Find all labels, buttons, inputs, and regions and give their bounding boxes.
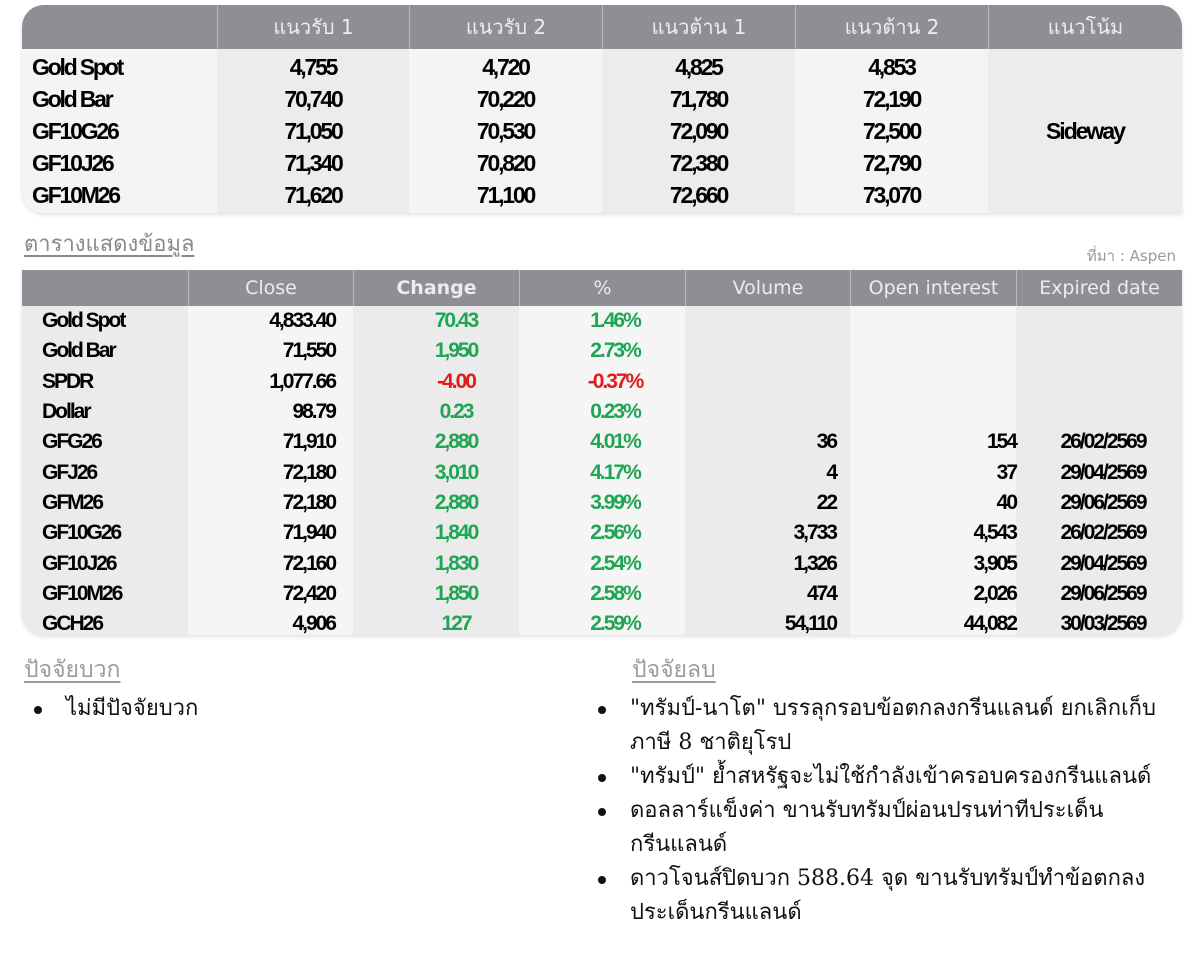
- table-row: [22, 579, 1182, 609]
- resistance-1-value: 71,780: [669, 86, 728, 112]
- resistance-2-value: 72,500: [862, 118, 921, 144]
- header-percent: %: [519, 270, 685, 306]
- negative-factors-title: ปัจจัยลบ: [632, 657, 716, 683]
- change-value: 0.23: [439, 400, 473, 424]
- negative-factor-item: "ทรัมป์" ย้ำสหรัฐจะไม่ใช้กำลังเข้าครอบครองกรีนแลนด์: [590, 760, 1165, 794]
- table-row: [22, 488, 1182, 518]
- support-2-value: 4,720: [482, 54, 529, 80]
- instrument-name: Gold Spot: [42, 309, 125, 333]
- header-blank: [22, 5, 217, 49]
- resistance-1-column: [602, 49, 795, 213]
- support-1-column: [217, 49, 409, 213]
- table-row: [22, 397, 1182, 427]
- expired-date-value: 29/06/2569: [1060, 490, 1146, 514]
- percent-value: 0.23%: [590, 400, 640, 424]
- resistance-2-column: [795, 49, 988, 213]
- open-interest-value: 154: [986, 430, 1016, 454]
- expired-date-value: 29/04/2569: [1060, 551, 1146, 575]
- instrument-name: GFG26: [42, 430, 101, 454]
- change-value: 1,840: [434, 521, 478, 545]
- close-value: 1,077.66: [269, 369, 335, 393]
- header-support-2: แนวรับ 2: [409, 5, 602, 49]
- negative-factor-item: ดาวโจนส์ปิดบวก 588.64 จุด ขานรับทรัมป์ทำข้อตกลงประเด็นกรีนแลนด์: [590, 862, 1165, 930]
- expired-date-value: 26/02/2569: [1060, 521, 1146, 545]
- support-1-value: 70,740: [284, 86, 342, 112]
- support-2-value: 70,530: [476, 118, 535, 144]
- instrument-name: GF10G26: [42, 521, 121, 545]
- header-expired-date: Expired date: [1016, 270, 1182, 306]
- percent-value: 4.17%: [590, 460, 640, 484]
- instrument-name: GF10G26: [32, 118, 118, 144]
- instrument-name: Gold Bar: [32, 86, 112, 112]
- support-1-value: 71,340: [284, 150, 342, 176]
- close-value: 4,906: [292, 612, 335, 635]
- header-close: Close: [188, 270, 353, 306]
- open-interest-value: 37: [996, 460, 1016, 484]
- instrument-name: SPDR: [42, 369, 93, 393]
- percent-value: 3.99%: [590, 490, 640, 514]
- positive-factor-item: ไม่มีปัจจัยบวก: [26, 692, 566, 726]
- resistance-2-value: 72,190: [862, 86, 921, 112]
- change-value: 2,880: [434, 490, 478, 514]
- change-value: -4.00: [437, 369, 475, 393]
- resistance-2-value: 4,853: [868, 54, 915, 80]
- positive-factors-list: [26, 692, 566, 726]
- open-interest-value: 3,905: [973, 551, 1016, 575]
- volume-value: 474: [806, 581, 836, 605]
- support-resistance-header: [22, 5, 1182, 49]
- change-value: 1,950: [434, 339, 478, 363]
- resistance-2-value: 72,790: [862, 150, 921, 176]
- percent-value: 2.59%: [590, 612, 640, 635]
- negative-factors-list: [590, 692, 1165, 930]
- table-row: [22, 336, 1182, 366]
- expired-date-value: 30/03/2569: [1060, 612, 1146, 635]
- volume-value: 4: [826, 460, 836, 484]
- support-2-value: 71,100: [476, 182, 535, 208]
- header-trend: แนวโน้ม: [988, 5, 1182, 49]
- instrument-name: Gold Bar: [42, 339, 115, 363]
- percent-value: -0.37%: [587, 369, 643, 393]
- table-row: [22, 609, 1182, 635]
- percent-value: 4.01%: [590, 430, 640, 454]
- negative-factor-item: "ทรัมป์-นาโต" บรรลุกรอบข้อตกลงกรีนแลนด์ ยกเลิกเก็บภาษี 8 ชาติยุโรป: [590, 692, 1165, 760]
- instrument-name: GFM26: [42, 490, 103, 514]
- table-row: [22, 548, 1182, 578]
- percent-value: 2.54%: [590, 551, 640, 575]
- expired-date-value: 29/04/2569: [1060, 460, 1146, 484]
- trend-cell: [988, 49, 1182, 213]
- expired-date-value: 26/02/2569: [1060, 430, 1146, 454]
- support-resistance-table: [22, 5, 1182, 213]
- percent-value: 1.46%: [590, 309, 640, 333]
- resistance-1-value: 72,660: [669, 182, 728, 208]
- support-1-value: 71,620: [284, 182, 342, 208]
- trend-value: Sideway: [1045, 117, 1125, 144]
- close-value: 72,180: [282, 460, 335, 484]
- resistance-1-value: 4,825: [675, 54, 722, 80]
- market-data-table: [22, 270, 1182, 635]
- table-row: [22, 518, 1182, 548]
- instrument-name: GFJ26: [42, 460, 97, 484]
- instrument-name: GF10M26: [42, 581, 122, 605]
- market-data-header: [22, 270, 1182, 306]
- support-1-value: 71,050: [284, 118, 342, 144]
- negative-factor-item: ดอลลาร์แข็งค่า ขานรับทรัมป์ผ่อนปรนท่าทีประเด็นกรีนแลนด์: [590, 794, 1165, 862]
- change-value: 70.43: [434, 309, 478, 333]
- close-value: 71,910: [282, 430, 335, 454]
- instrument-name: Dollar: [42, 400, 90, 424]
- resistance-1-value: 72,380: [669, 150, 728, 176]
- support-2-value: 70,220: [476, 86, 535, 112]
- volume-value: 3,733: [793, 521, 836, 545]
- change-value: 1,850: [434, 581, 478, 605]
- change-value: 3,010: [434, 460, 478, 484]
- table-row: [22, 457, 1182, 487]
- header-resistance-2: แนวต้าน 2: [795, 5, 988, 49]
- header-support-1: แนวรับ 1: [217, 5, 409, 49]
- percent-value: 2.73%: [590, 339, 640, 363]
- resistance-2-value: 73,070: [862, 182, 921, 208]
- header-change: Change: [353, 270, 519, 306]
- close-value: 72,180: [282, 490, 335, 514]
- close-value: 98.79: [292, 400, 335, 424]
- percent-value: 2.58%: [590, 581, 640, 605]
- section-title: ตารางแสดงข้อมูล: [24, 232, 195, 257]
- close-value: 72,420: [282, 581, 335, 605]
- header-blank: [22, 270, 188, 306]
- open-interest-value: 2,026: [973, 581, 1016, 605]
- close-value: 71,940: [282, 521, 335, 545]
- instrument-name: GF10M26: [32, 182, 119, 208]
- support-2-column: [409, 49, 602, 213]
- change-value: 2,880: [434, 430, 478, 454]
- close-value: 72,160: [282, 551, 335, 575]
- header-resistance-1: แนวต้าน 1: [602, 5, 795, 49]
- header-volume: Volume: [685, 270, 850, 306]
- instrument-name: GF10J26: [32, 150, 113, 176]
- support-1-value: 4,755: [289, 54, 337, 80]
- instrument-name: GCH26: [42, 612, 103, 635]
- instrument-name: Gold Spot: [32, 54, 123, 80]
- resistance-1-value: 72,090: [669, 118, 728, 144]
- change-value: 127: [441, 612, 471, 635]
- header-open-interest: Open interest: [850, 270, 1016, 306]
- volume-value: 1,326: [793, 551, 836, 575]
- market-data-rows: [22, 306, 1182, 635]
- instrument-name: GF10J26: [42, 551, 116, 575]
- open-interest-value: 40: [996, 490, 1016, 514]
- expired-date-value: 29/06/2569: [1060, 581, 1146, 605]
- positive-factors-title: ปัจจัยบวก: [24, 657, 121, 683]
- data-source: ที่มา : Aspen: [1086, 247, 1176, 265]
- change-value: 1,830: [434, 551, 478, 575]
- volume-value: 54,110: [784, 612, 836, 635]
- support-2-value: 70,820: [476, 150, 535, 176]
- percent-value: 2.56%: [590, 521, 640, 545]
- open-interest-value: 4,543: [973, 521, 1016, 545]
- table-row: [22, 306, 1182, 336]
- volume-value: 22: [816, 490, 836, 514]
- table-row: [22, 367, 1182, 397]
- table-row: [22, 427, 1182, 457]
- instrument-column: [22, 49, 217, 213]
- volume-value: 36: [816, 430, 836, 454]
- close-value: 71,550: [282, 339, 335, 363]
- close-value: 4,833.40: [269, 309, 335, 333]
- open-interest-value: 44,082: [963, 612, 1016, 635]
